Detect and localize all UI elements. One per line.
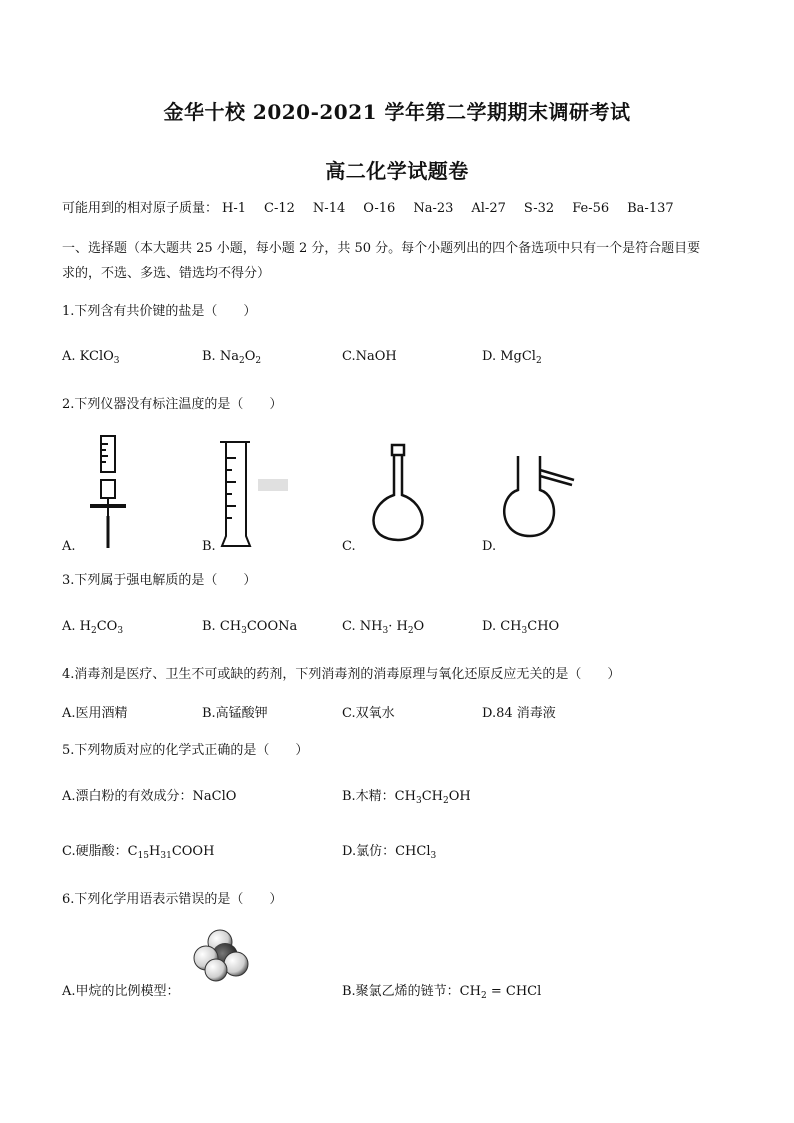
q5-stem: 5.下列物质对应的化学式正确的是（ ） bbox=[62, 743, 309, 758]
volumetric-flask-illustration bbox=[365, 443, 435, 543]
atomic-masses-label: 可能用到的相对原子质量： bbox=[62, 201, 219, 216]
q5-option-c[interactable]: C.硬脂酸：$C_{15}H_{31}COOH$ bbox=[62, 844, 215, 861]
q2-option-a[interactable]: A. bbox=[62, 539, 76, 554]
mass-fe: Fe-56 bbox=[572, 201, 610, 216]
burette-illustration bbox=[90, 432, 130, 552]
exam-title: 金华十校 2020-2021 学年第二学期期末调研考试 bbox=[163, 100, 631, 124]
blurred-mark bbox=[258, 479, 288, 491]
q3-option-b[interactable]: B. $CH_3COONa$ bbox=[202, 619, 298, 636]
q6-option-b[interactable]: B.聚氯乙烯的链节：$CH_2$ = CHCl bbox=[342, 984, 542, 1001]
q3-option-a[interactable]: A. $H_2CO_3$ bbox=[62, 619, 124, 636]
q4-option-c[interactable]: C.双氧水 bbox=[342, 706, 395, 721]
mass-n: N-14 bbox=[312, 201, 346, 216]
q6-option-a[interactable]: A.甲烷的比例模型： bbox=[62, 984, 180, 999]
atomic-masses bbox=[62, 200, 674, 218]
q1-option-d[interactable]: D. MgCl$_2$ bbox=[482, 349, 542, 366]
section-instructions-line1: 一、选择题（本大题共 25 小题，每小题 2 分，共 50 分。每个小题列出的四个备选项中只有一个是符合题目要 bbox=[62, 241, 701, 256]
q5-option-d[interactable]: D.氯仿：CHCl$_3$ bbox=[342, 844, 437, 861]
mass-h: H-1 bbox=[222, 201, 247, 216]
q2-option-c[interactable]: C. bbox=[342, 539, 356, 554]
mass-ba: Ba-137 bbox=[627, 201, 674, 216]
q3-option-d[interactable]: D. $CH_3CHO$ bbox=[482, 619, 560, 636]
q2-stem: 2.下列仪器没有标注温度的是（ ） bbox=[62, 397, 283, 412]
distillation-flask-illustration bbox=[500, 452, 580, 542]
q2-option-d[interactable]: D. bbox=[482, 539, 497, 554]
mass-c: C-12 bbox=[264, 201, 295, 216]
q5-option-a[interactable]: A.漂白粉的有效成分：NaClO bbox=[62, 789, 237, 804]
mass-o: O-16 bbox=[363, 201, 396, 216]
methane-space-filling-model bbox=[192, 928, 252, 982]
q1-option-c[interactable]: C.NaOH bbox=[342, 349, 397, 364]
q1-option-a[interactable]: A. KClO$_3$ bbox=[62, 349, 120, 366]
mass-s: S-32 bbox=[523, 201, 555, 216]
q4-stem: 4.消毒剂是医疗、卫生不可或缺的药剂，下列消毒剂的消毒原理与氧化还原反应无关的是（ ） bbox=[62, 667, 621, 682]
q3-option-c[interactable]: C. $NH_3\cdot H_2O$ bbox=[342, 619, 425, 636]
mass-al: Al-27 bbox=[471, 201, 506, 216]
q4-option-a[interactable]: A.医用酒精 bbox=[62, 706, 128, 721]
q1-stem: 1.下列含有共价键的盐是（ ） bbox=[62, 304, 257, 319]
q1-option-b[interactable]: B. $Na_2O_2$ bbox=[202, 349, 262, 366]
q3-stem: 3.下列属于强电解质的是（ ） bbox=[62, 573, 257, 588]
q4-option-d[interactable]: D.84 消毒液 bbox=[482, 706, 556, 721]
q2-option-b[interactable]: B. bbox=[202, 539, 216, 554]
q6-stem: 6.下列化学用语表示错误的是（ ） bbox=[62, 892, 283, 907]
q5-option-b[interactable]: B.木精：$CH_3CH_2OH$ bbox=[342, 789, 471, 806]
q4-option-b[interactable]: B.高锰酸钾 bbox=[202, 706, 268, 721]
graduated-cylinder-illustration bbox=[216, 438, 256, 550]
exam-subtitle: 高二化学试题卷 bbox=[325, 159, 469, 183]
mass-na: Na-23 bbox=[413, 201, 454, 216]
section-instructions-line2: 求的，不选、多选、错选均不得分） bbox=[62, 266, 271, 281]
